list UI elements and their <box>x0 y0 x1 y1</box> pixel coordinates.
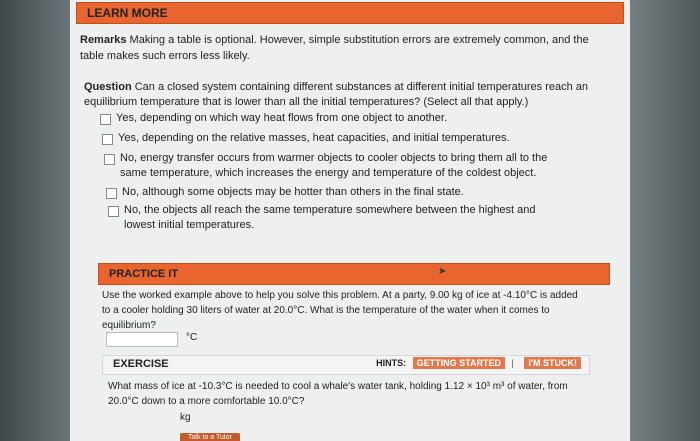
remarks-block <box>80 32 600 64</box>
exercise-answer-unit: kg <box>180 412 191 423</box>
question-block <box>84 80 604 110</box>
option-3-checkbox[interactable] <box>104 154 115 165</box>
learn-more-header[interactable]: LEARN MORE <box>76 2 624 24</box>
webpage <box>70 0 630 441</box>
option-5-label: No, the objects all reach the same temperature somewhere between the highest and lowest initial temperatures. <box>124 204 536 231</box>
practice-answer-unit: °C <box>186 332 198 343</box>
getting-started-button[interactable]: GETTING STARTED <box>413 357 505 369</box>
option-3-label: No, energy transfer occurs from warmer objects to cooler objects to bring them all to the same temperature, which increases the energy and temperature of the coldest object. <box>120 152 548 179</box>
exercise-header <box>102 355 590 375</box>
remarks-label: Remarks <box>80 34 127 46</box>
option-4-label: No, although some objects may be hotter than others in the final state. <box>122 186 464 198</box>
option-2-label: Yes, depending on the relative masses, heat capacities, and initial temperatures. <box>118 132 510 144</box>
hints-label: HINTS: <box>376 358 407 368</box>
remarks-text: Making a table is optional. However, simple substitution errors are extremely common, and the table makes such errors less likely. <box>80 34 589 62</box>
option-1-checkbox[interactable] <box>100 114 111 125</box>
exercise-title: EXERCISE <box>113 358 169 370</box>
talk-to-tutor-button[interactable]: Talk to a Tutor <box>180 433 240 441</box>
option-1-label: Yes, depending on which way heat flows from one object to another. <box>116 112 448 124</box>
practice-answer-input[interactable] <box>106 332 178 347</box>
question-text: Can a closed system containing different substances at different initial temperatures reach an equilibrium temperature that is lower than all the initial temperatures? (Select all that apply.) <box>84 81 589 108</box>
hint-separator: | <box>511 358 514 368</box>
left-bezel <box>0 0 70 441</box>
exercise-problem-text: What mass of ice at -10.3°C is needed to cool a whale's water tank, holding 1.12 × 10³ m³ of water, from 20.0°C down to a more comfortable 10.0°C? <box>108 381 568 407</box>
option-4-checkbox[interactable] <box>106 188 117 199</box>
practice-it-header[interactable]: PRACTICE IT <box>98 263 610 285</box>
im-stuck-button[interactable]: I'M STUCK! <box>524 357 581 369</box>
option-2-checkbox[interactable] <box>102 134 113 145</box>
right-bezel <box>620 0 700 441</box>
option-5-checkbox[interactable] <box>108 206 119 217</box>
mouse-cursor-icon: ➤ <box>438 266 447 277</box>
practice-problem-text: Use the worked example above to help you solve this problem. At a party, 9.00 kg of ice at -4.10°C is added to a cooler holding 30 liters of water at 20.0°C. What is the temperature of the water when it comes to equilibrium? <box>102 290 578 331</box>
hints-group <box>376 358 581 368</box>
question-label: Question <box>84 81 132 93</box>
